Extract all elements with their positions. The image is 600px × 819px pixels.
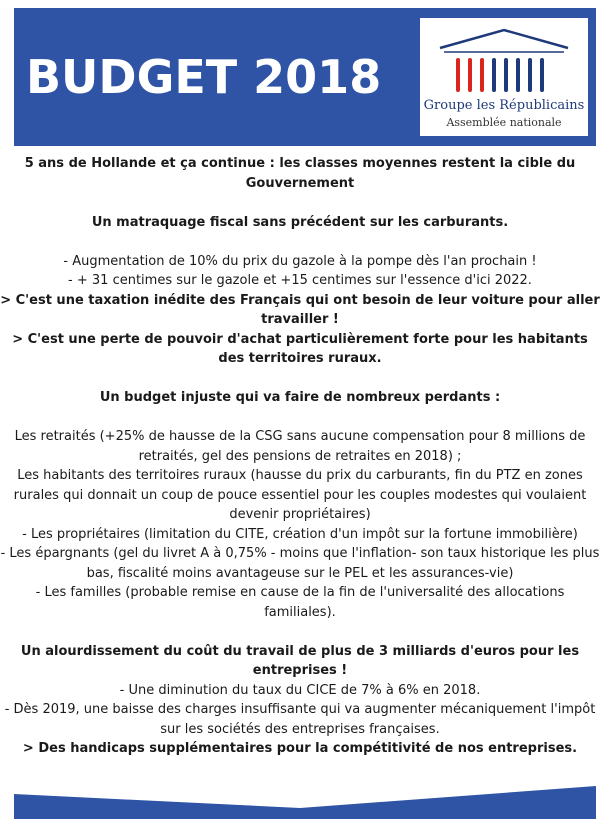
section2-item: - Les familles (probable remise en cause de la fin de l'universalité des allocations familiales). bbox=[35, 585, 565, 620]
header-banner bbox=[14, 8, 596, 146]
document-body bbox=[0, 146, 600, 759]
section1-conclusion: > C'est une perte de pouvoir d'achat particulièrement forte pour les habitants des territoires ruraux. bbox=[12, 331, 588, 366]
section1-heading: Un matraquage fiscal sans précédent sur les carburants. bbox=[91, 214, 509, 230]
intro-headline: 5 ans de Hollande et ça continue : les classes moyennes restent la cible du Gouvernement bbox=[24, 156, 576, 191]
section2-item: Les habitants des territoires ruraux (hausse du prix du carburants, fin du PTZ en zones rurales qui donnait un coup de pouce essentiel pour les couples modestes qui voulaient devenir propriétaires) bbox=[13, 468, 587, 522]
section3-conclusion: > Des handicaps supplémentaires pour la compétitivité de nos entreprises. bbox=[22, 741, 578, 756]
assembly-building-icon bbox=[434, 26, 574, 96]
party-logo bbox=[420, 18, 588, 136]
section3-item: - Dès 2019, une baisse des charges insuffisante qui va augmenter mécaniquement l'impôt sur les sociétés des entreprises françaises. bbox=[4, 702, 596, 737]
page-title: BUDGET 2018 bbox=[26, 50, 382, 104]
section1-item: - Augmentation de 10% du prix du gazole à la pompe dès l'an prochain ! bbox=[63, 253, 537, 269]
section2-item: - Les épargnants (gel du livret A à 0,75% - moins que l'inflation- son taux historique les plus bas, fiscalité moins avantageuse sur le PEL et les assurances-vie) bbox=[0, 546, 600, 581]
section1-conclusion: > C'est une taxation inédite des Français qui ont besoin de leur voiture pour aller travailler ! bbox=[0, 292, 600, 327]
section2-item: Les retraités (+25% de hausse de la CSG sans aucune compensation pour 8 millions de retraités, gel des pensions de retraites en 2018) ; bbox=[14, 429, 586, 464]
logo-assembly-name: Assemblée nationale bbox=[446, 116, 562, 129]
section2-item: - Les propriétaires (limitation du CITE, création d'un impôt sur la fortune immobilière) bbox=[22, 526, 578, 542]
section3-heading: Un alourdissement du coût du travail de plus de 3 milliards d'euros pour les entreprises ! bbox=[20, 643, 580, 678]
footer-banner bbox=[0, 786, 600, 819]
logo-group-name: Groupe les Républicains bbox=[423, 98, 585, 113]
section1-item: - + 31 centimes sur le gazole et +15 centimes sur l'essence d'ici 2022. bbox=[68, 273, 532, 288]
section3-item: - Une diminution du taux du CICE de 7% à 6% en 2018. bbox=[119, 682, 481, 698]
section2-heading: Un budget injuste qui va faire de nombreux perdants : bbox=[99, 390, 501, 405]
